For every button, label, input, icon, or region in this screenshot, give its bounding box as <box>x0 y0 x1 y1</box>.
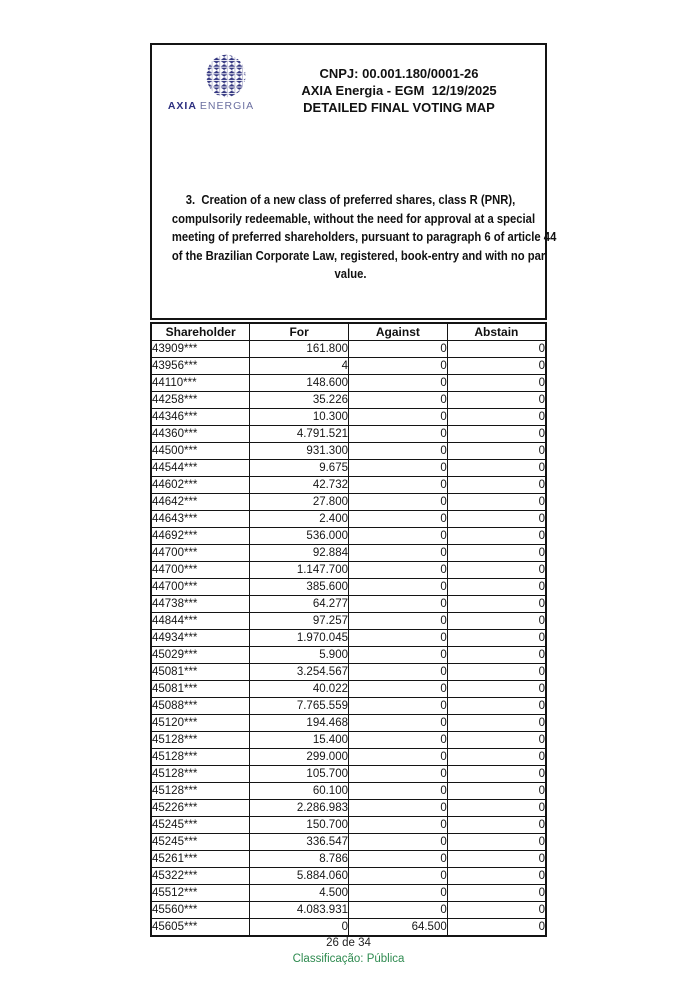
logo-brand-primary: AXIA <box>167 100 197 112</box>
shareholder-cell: 45560*** <box>151 902 250 919</box>
abstain-cell: 0 <box>447 902 546 919</box>
for-cell: 150.700 <box>250 817 349 834</box>
col-header-shareholder: Shareholder <box>151 323 250 341</box>
against-cell: 0 <box>349 783 448 800</box>
for-cell: 536.000 <box>250 528 349 545</box>
abstain-cell: 0 <box>447 477 546 494</box>
page-footer <box>150 936 547 967</box>
against-cell: 0 <box>349 664 448 681</box>
shareholder-cell: 44738*** <box>151 596 250 613</box>
shareholder-cell: 44500*** <box>151 443 250 460</box>
table-row <box>151 919 546 937</box>
shareholder-cell: 44692*** <box>151 528 250 545</box>
table-row <box>151 443 546 460</box>
shareholder-cell: 44346*** <box>151 409 250 426</box>
shareholder-cell: 44110*** <box>151 375 250 392</box>
for-cell: 0 <box>250 919 349 937</box>
abstain-cell: 0 <box>447 783 546 800</box>
for-cell: 40.022 <box>250 681 349 698</box>
table-row <box>151 426 546 443</box>
table-row <box>151 681 546 698</box>
table-row <box>151 817 546 834</box>
for-cell: 7.765.559 <box>250 698 349 715</box>
abstain-cell: 0 <box>447 562 546 579</box>
for-cell: 148.600 <box>250 375 349 392</box>
abstain-cell: 0 <box>447 715 546 732</box>
against-cell: 0 <box>349 545 448 562</box>
shareholder-cell: 43956*** <box>151 358 250 375</box>
shareholder-cell: 45128*** <box>151 783 250 800</box>
for-cell: 97.257 <box>250 613 349 630</box>
against-cell: 0 <box>349 358 448 375</box>
for-cell: 336.547 <box>250 834 349 851</box>
cnpj-line: CNPJ: 00.001.180/0001-26 <box>319 66 479 81</box>
against-cell: 0 <box>349 817 448 834</box>
table-row <box>151 341 546 358</box>
agenda-line-3: meeting of preferred shareholders, pursuant to paragraph 6 of article 44 <box>171 230 557 244</box>
shareholder-cell: 45128*** <box>151 749 250 766</box>
against-cell: 0 <box>349 766 448 783</box>
table-row <box>151 885 546 902</box>
abstain-cell: 0 <box>447 919 546 937</box>
table-row <box>151 460 546 477</box>
header-meta <box>274 65 524 116</box>
table-row <box>151 528 546 545</box>
for-cell: 385.600 <box>250 579 349 596</box>
table-row <box>151 494 546 511</box>
meeting-line: AXIA Energia - EGM 12/19/2025 <box>301 83 497 98</box>
shareholder-cell: 45081*** <box>151 664 250 681</box>
shareholder-cell: 44844*** <box>151 613 250 630</box>
logo-brand-secondary: ENERGIA <box>199 100 255 112</box>
table-row <box>151 749 546 766</box>
abstain-cell: 0 <box>447 732 546 749</box>
abstain-cell: 0 <box>447 749 546 766</box>
against-cell: 0 <box>349 732 448 749</box>
abstain-cell: 0 <box>447 868 546 885</box>
shareholder-cell: 45128*** <box>151 766 250 783</box>
abstain-cell: 0 <box>447 358 546 375</box>
table-header-row <box>151 323 546 341</box>
table-row <box>151 698 546 715</box>
against-cell: 0 <box>349 494 448 511</box>
abstain-cell: 0 <box>447 341 546 358</box>
against-cell: 0 <box>349 681 448 698</box>
axia-logo <box>167 54 255 112</box>
table-row <box>151 477 546 494</box>
shareholder-cell: 45245*** <box>151 817 250 834</box>
for-cell: 27.800 <box>250 494 349 511</box>
abstain-cell: 0 <box>447 664 546 681</box>
for-cell: 5.884.060 <box>250 868 349 885</box>
classification-label: Classificação: Pública <box>292 953 405 965</box>
shareholder-cell: 45128*** <box>151 732 250 749</box>
faceted-sphere-icon <box>205 54 247 99</box>
abstain-cell: 0 <box>447 851 546 868</box>
abstain-cell: 0 <box>447 834 546 851</box>
against-cell: 0 <box>349 902 448 919</box>
table-row <box>151 562 546 579</box>
col-header-abstain: Abstain <box>447 323 546 341</box>
for-cell: 15.400 <box>250 732 349 749</box>
abstain-cell: 0 <box>447 443 546 460</box>
shareholder-cell: 44602*** <box>151 477 250 494</box>
for-cell: 105.700 <box>250 766 349 783</box>
doc-title: DETAILED FINAL VOTING MAP <box>303 100 495 115</box>
abstain-cell: 0 <box>447 511 546 528</box>
against-cell: 0 <box>349 460 448 477</box>
against-cell: 0 <box>349 749 448 766</box>
abstain-cell: 0 <box>447 766 546 783</box>
against-cell: 0 <box>349 392 448 409</box>
shareholder-cell: 44700*** <box>151 562 250 579</box>
table-row <box>151 664 546 681</box>
for-cell: 931.300 <box>250 443 349 460</box>
table-row <box>151 375 546 392</box>
for-cell: 92.884 <box>250 545 349 562</box>
table-row <box>151 630 546 647</box>
table-body <box>151 341 546 937</box>
table-row <box>151 511 546 528</box>
for-cell: 35.226 <box>250 392 349 409</box>
shareholder-cell: 45261*** <box>151 851 250 868</box>
agenda-line-4: of the Brazilian Corporate Law, registered, book-entry and with no par <box>171 248 546 263</box>
header-box <box>150 43 557 320</box>
abstain-cell: 0 <box>447 528 546 545</box>
abstain-cell: 0 <box>447 409 546 426</box>
against-cell: 0 <box>349 511 448 528</box>
shareholder-cell: 45081*** <box>151 681 250 698</box>
for-cell: 194.468 <box>250 715 349 732</box>
abstain-cell: 0 <box>447 545 546 562</box>
table-row <box>151 613 546 630</box>
agenda-item-text <box>171 191 557 284</box>
against-cell: 0 <box>349 341 448 358</box>
against-cell: 64.500 <box>349 919 448 937</box>
col-header-for: For <box>250 323 349 341</box>
abstain-cell: 0 <box>447 698 546 715</box>
against-cell: 0 <box>349 715 448 732</box>
abstain-cell: 0 <box>447 426 546 443</box>
abstain-cell: 0 <box>447 647 546 664</box>
table-row <box>151 358 546 375</box>
for-cell: 2.286.983 <box>250 800 349 817</box>
for-cell: 2.400 <box>250 511 349 528</box>
against-cell: 0 <box>349 409 448 426</box>
page-number: 26 de 34 <box>326 937 371 949</box>
agenda-line-2: compulsorily redeemable, without the need for approval at a special <box>171 211 536 226</box>
shareholder-cell: 44700*** <box>151 545 250 562</box>
shareholder-cell: 45605*** <box>151 919 250 937</box>
against-cell: 0 <box>349 375 448 392</box>
for-cell: 5.900 <box>250 647 349 664</box>
against-cell: 0 <box>349 477 448 494</box>
against-cell: 0 <box>349 426 448 443</box>
for-cell: 8.786 <box>250 851 349 868</box>
against-cell: 0 <box>349 698 448 715</box>
shareholder-cell: 45029*** <box>151 647 250 664</box>
against-cell: 0 <box>349 647 448 664</box>
shareholder-cell: 44700*** <box>151 579 250 596</box>
abstain-cell: 0 <box>447 817 546 834</box>
table-row <box>151 647 546 664</box>
for-cell: 1.970.045 <box>250 630 349 647</box>
abstain-cell: 0 <box>447 460 546 477</box>
against-cell: 0 <box>349 851 448 868</box>
abstain-cell: 0 <box>447 885 546 902</box>
axia-logo-text <box>167 100 255 112</box>
shareholder-cell: 45226*** <box>151 800 250 817</box>
agenda-line-1: 3. Creation of a new class of preferred shares, class R (PNR), <box>185 193 516 207</box>
abstain-cell: 0 <box>447 392 546 409</box>
against-cell: 0 <box>349 528 448 545</box>
for-cell: 3.254.567 <box>250 664 349 681</box>
shareholder-cell: 43909*** <box>151 341 250 358</box>
for-cell: 42.732 <box>250 477 349 494</box>
for-cell: 4.791.521 <box>250 426 349 443</box>
table-row <box>151 715 546 732</box>
for-cell: 161.800 <box>250 341 349 358</box>
abstain-cell: 0 <box>447 613 546 630</box>
against-cell: 0 <box>349 630 448 647</box>
shareholder-cell: 45512*** <box>151 885 250 902</box>
shareholder-cell: 44642*** <box>151 494 250 511</box>
abstain-cell: 0 <box>447 596 546 613</box>
table-row <box>151 596 546 613</box>
shareholder-cell: 44544*** <box>151 460 250 477</box>
shareholder-cell: 45120*** <box>151 715 250 732</box>
against-cell: 0 <box>349 596 448 613</box>
shareholder-cell: 44360*** <box>151 426 250 443</box>
against-cell: 0 <box>349 800 448 817</box>
voting-table <box>150 322 547 937</box>
against-cell: 0 <box>349 579 448 596</box>
abstain-cell: 0 <box>447 681 546 698</box>
against-cell: 0 <box>349 443 448 460</box>
table-row <box>151 766 546 783</box>
shareholder-cell: 45322*** <box>151 868 250 885</box>
table-row <box>151 545 546 562</box>
table-row <box>151 851 546 868</box>
for-cell: 4 <box>250 358 349 375</box>
table-row <box>151 783 546 800</box>
table-row <box>151 868 546 885</box>
against-cell: 0 <box>349 613 448 630</box>
col-header-against: Against <box>349 323 448 341</box>
agenda-line-5: value. <box>334 267 367 281</box>
table-row <box>151 800 546 817</box>
abstain-cell: 0 <box>447 494 546 511</box>
for-cell: 9.675 <box>250 460 349 477</box>
table-row <box>151 579 546 596</box>
for-cell: 10.300 <box>250 409 349 426</box>
against-cell: 0 <box>349 885 448 902</box>
abstain-cell: 0 <box>447 630 546 647</box>
shareholder-cell: 44258*** <box>151 392 250 409</box>
abstain-cell: 0 <box>447 579 546 596</box>
for-cell: 64.277 <box>250 596 349 613</box>
for-cell: 60.100 <box>250 783 349 800</box>
against-cell: 0 <box>349 562 448 579</box>
shareholder-cell: 45088*** <box>151 698 250 715</box>
for-cell: 1.147.700 <box>250 562 349 579</box>
for-cell: 4.083.931 <box>250 902 349 919</box>
table-row <box>151 392 546 409</box>
shareholder-cell: 44643*** <box>151 511 250 528</box>
abstain-cell: 0 <box>447 800 546 817</box>
shareholder-cell: 45245*** <box>151 834 250 851</box>
table-row <box>151 834 546 851</box>
table-row <box>151 902 546 919</box>
for-cell: 299.000 <box>250 749 349 766</box>
shareholder-cell: 44934*** <box>151 630 250 647</box>
for-cell: 4.500 <box>250 885 349 902</box>
abstain-cell: 0 <box>447 375 546 392</box>
against-cell: 0 <box>349 834 448 851</box>
table-row <box>151 732 546 749</box>
table-row <box>151 409 546 426</box>
against-cell: 0 <box>349 868 448 885</box>
